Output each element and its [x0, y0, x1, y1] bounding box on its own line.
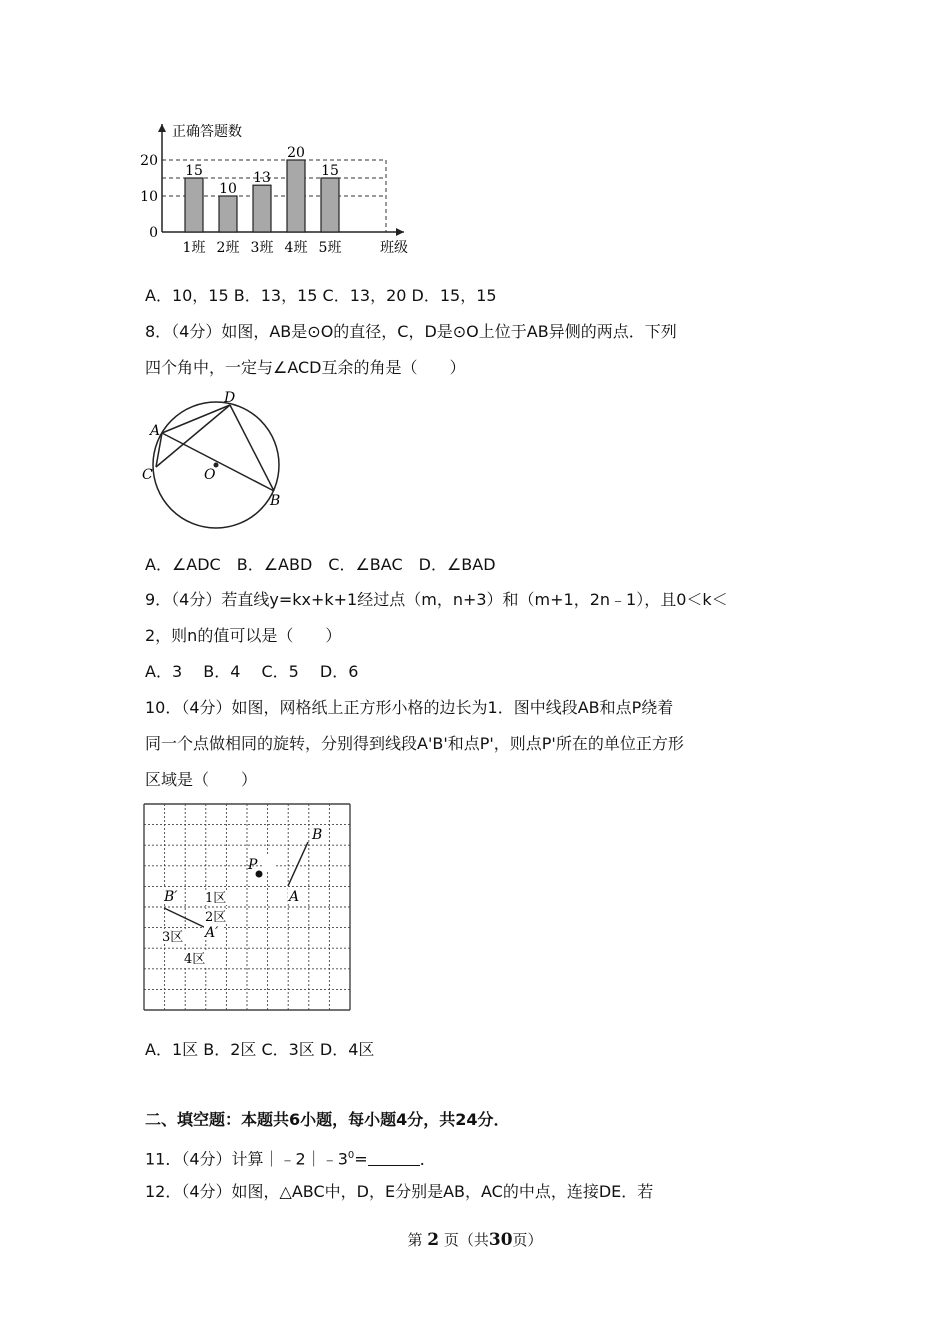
- footer-mid: 页（共: [443, 1231, 489, 1249]
- section-2-heading: 二、填空题：本题共6小题，每小题4分，共24分．: [145, 1110, 510, 1129]
- label-p: P: [248, 857, 258, 873]
- q10-line3: 区域是（ ）: [145, 770, 258, 789]
- footer-page: 2: [427, 1230, 440, 1250]
- bar-value-label-2: 10: [219, 181, 237, 197]
- q11-answer-blank[interactable]: [368, 1149, 420, 1166]
- bar-5: [321, 178, 339, 232]
- zone-4-label: 4区: [184, 952, 206, 967]
- q9-line2: 2，则n的值可以是（ ）: [145, 626, 342, 645]
- bar-4: [287, 160, 305, 232]
- zone-2-label: 2区: [205, 910, 227, 925]
- q9-line1: 9．（4分）若直线y=kx+k+1经过点（m，n+3）和（m+1，2n﹣1），且0＜k＜: [145, 590, 728, 609]
- x-tick-4: 4班: [284, 240, 308, 256]
- x-tick-5: 5班: [318, 240, 342, 256]
- q11-eq: =: [354, 1149, 368, 1169]
- y-tick-20: 20: [140, 153, 158, 169]
- x-axis-label: 班级: [380, 240, 408, 256]
- bar-value-label-5: 15: [321, 163, 339, 179]
- bar-value-label-4: 20: [287, 145, 305, 161]
- bar-chart: [138, 118, 418, 258]
- label-b: B: [312, 827, 323, 843]
- bar-1: [185, 178, 203, 232]
- label-d: D: [224, 390, 236, 406]
- q12-line1: 12．（4分）如图，△ABC中，D，E分别是AB，AC的中点，连接DE．若: [145, 1182, 654, 1201]
- segment-pa-ab: [288, 842, 308, 886]
- q9-options: A．3 B．4 C．5 D．6: [145, 662, 359, 681]
- footer-post: 页）: [512, 1231, 543, 1249]
- label-c: C: [142, 467, 153, 483]
- x-tick-3: 3班: [250, 240, 274, 256]
- bar-2: [219, 196, 237, 232]
- y-tick-10: 10: [140, 189, 158, 205]
- q11-sup: 0: [347, 1150, 355, 1161]
- label-a: A: [289, 889, 300, 905]
- footer-pre: 第: [407, 1231, 423, 1249]
- q8-options: A．∠ADC B．∠ABD C．∠BAC D．∠BAD: [145, 555, 496, 574]
- footer-total: 30: [488, 1230, 513, 1250]
- label-a-prime: A′: [205, 925, 219, 941]
- q10-line2: 同一个点做相同的旋转，分别得到线段A'B'和点P'，则点P'所在的单位正方形: [145, 734, 684, 753]
- label-b: B: [270, 493, 281, 509]
- zone-3-label: 3区: [162, 930, 184, 945]
- q10-line1: 10．（4分）如图，网格纸上正方形小格的边长为1．图中线段AB和点P绕着: [145, 698, 674, 717]
- segment-ab: [162, 433, 274, 491]
- label-b-prime: B′: [164, 889, 178, 905]
- y-axis-label: 正确答题数: [172, 124, 242, 140]
- x-tick-2: 2班: [216, 240, 240, 256]
- grid-figure: [142, 802, 354, 1014]
- y-tick-0: 0: [149, 225, 158, 241]
- label-a: A: [150, 423, 161, 439]
- bar-value-label-3: 13: [253, 170, 271, 187]
- segment-db: [230, 405, 274, 491]
- q8-line2: 四个角中，一定与∠ACD互余的角是（ ）: [145, 358, 466, 377]
- zone-1-label: 1区: [205, 891, 227, 906]
- q8-line1: 8．（4分）如图，AB是⊙O的直径，C，D是⊙O上位于AB异侧的两点．下列: [145, 322, 677, 341]
- q10-options: A．1区 B．2区 C．3区 D．4区: [145, 1040, 375, 1059]
- x-axis-arrow: [396, 228, 404, 236]
- bar-3: [253, 185, 271, 232]
- bar-value-label-1: 15: [185, 163, 203, 179]
- page-footer: [0, 1229, 950, 1250]
- circle-figure: [138, 385, 298, 535]
- q11-end: ．: [419, 1149, 436, 1169]
- q7-options: A．10，15 B．13，15 C．13，20 D．15，15: [145, 286, 497, 305]
- q11-text: 11．（4分）计算｜﹣2｜﹣3: [145, 1149, 348, 1169]
- x-tick-1: 1班: [182, 240, 206, 256]
- y-axis-arrow: [158, 124, 166, 132]
- q11: [145, 1144, 436, 1171]
- label-o: O: [204, 467, 216, 483]
